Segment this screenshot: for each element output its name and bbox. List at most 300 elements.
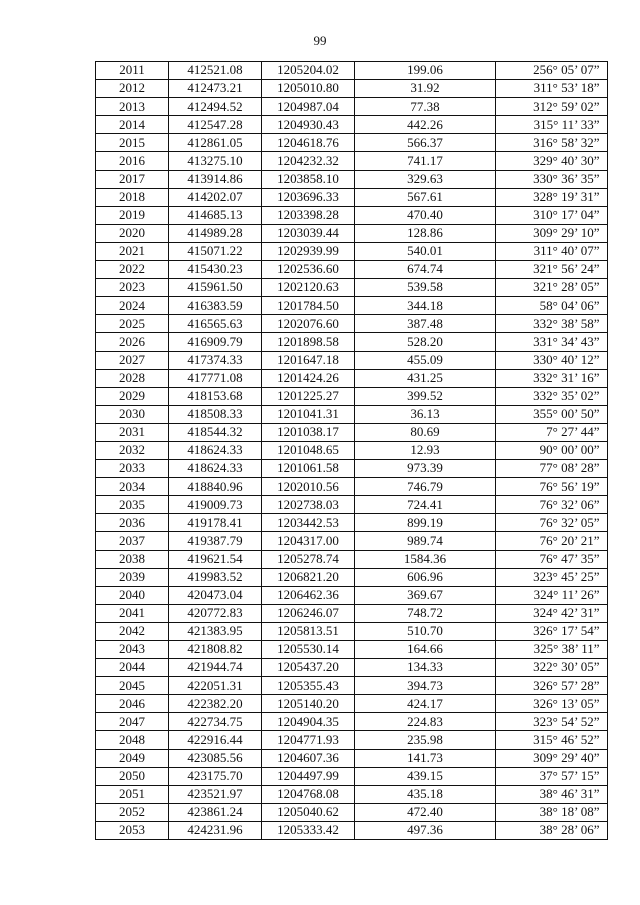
table-row [96, 659, 608, 677]
coordinate-x-cell: 415071.22 [169, 242, 262, 260]
bearing-value: 325° 38’ 11” [533, 641, 600, 657]
coordinate-x-cell: 418508.33 [169, 405, 262, 423]
bearing-value: 311° 53’ 18” [533, 80, 600, 96]
distance-cell: 394.73 [355, 677, 496, 695]
distance-cell: 539.58 [355, 279, 496, 297]
coordinate-y-cell: 1201898.58 [262, 333, 355, 351]
coordinate-x-cell: 419178.41 [169, 514, 262, 532]
bearing-cell [496, 695, 608, 713]
table-row [96, 785, 608, 803]
coordinate-x-cell: 412547.28 [169, 116, 262, 134]
table-row [96, 604, 608, 622]
bearing-cell [496, 369, 608, 387]
coordinate-x-cell: 420473.04 [169, 586, 262, 604]
distance-cell: 128.86 [355, 224, 496, 242]
table-row [96, 351, 608, 369]
bearing-value: 321° 28’ 05” [533, 279, 600, 295]
bearing-value: 329° 40’ 30” [533, 152, 600, 168]
point-number-cell: 2013 [96, 98, 169, 116]
table-row [96, 514, 608, 532]
table-row [96, 641, 608, 659]
coordinate-y-cell: 1202120.63 [262, 279, 355, 297]
table-row [96, 134, 608, 152]
coordinate-y-cell: 1204607.36 [262, 749, 355, 767]
bearing-cell [496, 242, 608, 260]
coordinate-x-cell: 415961.50 [169, 279, 262, 297]
table-row [96, 297, 608, 315]
coordinate-x-cell: 421383.95 [169, 622, 262, 640]
distance-cell: 674.74 [355, 261, 496, 279]
bearing-cell [496, 568, 608, 586]
table-row [96, 333, 608, 351]
bearing-cell [496, 333, 608, 351]
point-number-cell: 2035 [96, 496, 169, 514]
coordinate-table-body [96, 62, 608, 840]
distance-cell: 567.61 [355, 188, 496, 206]
table-row [96, 224, 608, 242]
table-row [96, 405, 608, 423]
distance-cell: 470.40 [355, 206, 496, 224]
distance-cell: 746.79 [355, 478, 496, 496]
coordinate-x-cell: 418153.68 [169, 387, 262, 405]
coordinate-y-cell: 1205333.42 [262, 821, 355, 839]
coordinate-y-cell: 1203858.10 [262, 170, 355, 188]
distance-cell: 973.39 [355, 460, 496, 478]
coordinate-x-cell: 422051.31 [169, 677, 262, 695]
coordinate-y-cell: 1205437.20 [262, 659, 355, 677]
coordinate-x-cell: 419983.52 [169, 568, 262, 586]
coordinate-x-cell: 422734.75 [169, 713, 262, 731]
bearing-cell [496, 677, 608, 695]
distance-cell: 164.66 [355, 641, 496, 659]
coordinate-y-cell: 1204618.76 [262, 134, 355, 152]
coordinate-y-cell: 1201038.17 [262, 423, 355, 441]
point-number-cell: 2027 [96, 351, 169, 369]
table-row [96, 460, 608, 478]
table-row [96, 98, 608, 116]
bearing-cell [496, 423, 608, 441]
coordinate-x-cell: 422382.20 [169, 695, 262, 713]
distance-cell: 344.18 [355, 297, 496, 315]
bearing-value: 330° 36’ 35” [533, 170, 600, 186]
point-number-cell: 2049 [96, 749, 169, 767]
coordinate-x-cell: 416565.63 [169, 315, 262, 333]
bearing-cell [496, 731, 608, 749]
table-row [96, 261, 608, 279]
coordinate-y-cell: 1203442.53 [262, 514, 355, 532]
distance-cell: 540.01 [355, 242, 496, 260]
table-row [96, 170, 608, 188]
coordinate-x-cell: 418624.33 [169, 441, 262, 459]
distance-cell: 566.37 [355, 134, 496, 152]
point-number-cell: 2047 [96, 713, 169, 731]
coordinate-y-cell: 1204497.99 [262, 767, 355, 785]
bearing-cell [496, 116, 608, 134]
bearing-cell [496, 134, 608, 152]
table-row [96, 677, 608, 695]
coordinate-x-cell: 413914.86 [169, 170, 262, 188]
bearing-cell [496, 478, 608, 496]
point-number-cell: 2015 [96, 134, 169, 152]
coordinate-x-cell: 414202.07 [169, 188, 262, 206]
bearing-value: 90° 00’ 00” [539, 442, 600, 458]
table-row [96, 695, 608, 713]
distance-cell: 472.40 [355, 803, 496, 821]
coordinate-x-cell: 417771.08 [169, 369, 262, 387]
bearing-value: 38° 46’ 31” [539, 786, 600, 802]
bearing-value: 330° 40’ 12” [533, 351, 600, 367]
point-number-cell: 2044 [96, 659, 169, 677]
table-row [96, 586, 608, 604]
coordinate-x-cell: 412861.05 [169, 134, 262, 152]
coordinate-y-cell: 1202536.60 [262, 261, 355, 279]
coordinate-x-cell: 412521.08 [169, 62, 262, 80]
coordinate-x-cell: 414989.28 [169, 224, 262, 242]
bearing-cell [496, 279, 608, 297]
table-row [96, 550, 608, 568]
coordinate-y-cell: 1204771.93 [262, 731, 355, 749]
distance-cell: 141.73 [355, 749, 496, 767]
bearing-value: 315° 46’ 52” [533, 731, 600, 747]
point-number-cell: 2018 [96, 188, 169, 206]
distance-cell: 606.96 [355, 568, 496, 586]
coordinate-y-cell: 1203696.33 [262, 188, 355, 206]
point-number-cell: 2011 [96, 62, 169, 80]
coordinate-x-cell: 419621.54 [169, 550, 262, 568]
bearing-value: 332° 31’ 16” [533, 369, 600, 385]
table-row [96, 62, 608, 80]
point-number-cell: 2020 [96, 224, 169, 242]
bearing-cell [496, 351, 608, 369]
point-number-cell: 2031 [96, 423, 169, 441]
table-row [96, 242, 608, 260]
coordinate-table [95, 61, 608, 840]
point-number-cell: 2042 [96, 622, 169, 640]
point-number-cell: 2045 [96, 677, 169, 695]
bearing-value: 312° 59’ 02” [533, 98, 600, 114]
table-row [96, 152, 608, 170]
coordinate-y-cell: 1205010.80 [262, 80, 355, 98]
bearing-cell [496, 460, 608, 478]
bearing-cell [496, 496, 608, 514]
coordinate-x-cell: 423175.70 [169, 767, 262, 785]
distance-cell: 12.93 [355, 441, 496, 459]
bearing-value: 316° 58’ 32” [533, 134, 600, 150]
bearing-cell [496, 659, 608, 677]
coordinate-y-cell: 1202010.56 [262, 478, 355, 496]
table-row [96, 532, 608, 550]
distance-cell: 510.70 [355, 622, 496, 640]
bearing-cell [496, 441, 608, 459]
table-row [96, 568, 608, 586]
point-number-cell: 2025 [96, 315, 169, 333]
bearing-value: 331° 34’ 43” [533, 333, 600, 349]
distance-cell: 724.41 [355, 496, 496, 514]
bearing-cell [496, 749, 608, 767]
distance-cell: 369.67 [355, 586, 496, 604]
point-number-cell: 2038 [96, 550, 169, 568]
distance-cell: 741.17 [355, 152, 496, 170]
bearing-value: 310° 17’ 04” [533, 207, 600, 223]
point-number-cell: 2016 [96, 152, 169, 170]
bearing-cell [496, 550, 608, 568]
table-row [96, 803, 608, 821]
bearing-cell [496, 641, 608, 659]
coordinate-y-cell: 1202738.03 [262, 496, 355, 514]
coordinate-y-cell: 1205204.02 [262, 62, 355, 80]
bearing-cell [496, 315, 608, 333]
table-row [96, 206, 608, 224]
bearing-value: 58° 04’ 06” [539, 297, 600, 313]
distance-cell: 435.18 [355, 785, 496, 803]
distance-cell: 235.98 [355, 731, 496, 749]
bearing-cell [496, 803, 608, 821]
coordinate-x-cell: 421944.74 [169, 659, 262, 677]
point-number-cell: 2019 [96, 206, 169, 224]
table-row [96, 423, 608, 441]
coordinate-x-cell: 419009.73 [169, 496, 262, 514]
point-number-cell: 2043 [96, 641, 169, 659]
coordinate-y-cell: 1206246.07 [262, 604, 355, 622]
coordinate-x-cell: 419387.79 [169, 532, 262, 550]
distance-cell: 399.52 [355, 387, 496, 405]
point-number-cell: 2052 [96, 803, 169, 821]
point-number-cell: 2026 [96, 333, 169, 351]
coordinate-y-cell: 1205355.43 [262, 677, 355, 695]
bearing-cell [496, 62, 608, 80]
bearing-value: 332° 35’ 02” [533, 388, 600, 404]
coordinate-y-cell: 1201784.50 [262, 297, 355, 315]
coordinate-y-cell: 1202939.99 [262, 242, 355, 260]
bearing-value: 324° 11’ 26” [533, 587, 600, 603]
coordinate-y-cell: 1202076.60 [262, 315, 355, 333]
distance-cell: 387.48 [355, 315, 496, 333]
bearing-value: 323° 45’ 25” [533, 568, 600, 584]
coordinate-y-cell: 1201647.18 [262, 351, 355, 369]
coordinate-y-cell: 1206462.36 [262, 586, 355, 604]
coordinate-y-cell: 1205140.20 [262, 695, 355, 713]
bearing-cell [496, 80, 608, 98]
bearing-value: 76° 20’ 21” [539, 532, 600, 548]
coordinate-y-cell: 1204232.32 [262, 152, 355, 170]
bearing-cell [496, 821, 608, 839]
point-number-cell: 2024 [96, 297, 169, 315]
bearing-value: 332° 38’ 58” [533, 315, 600, 331]
coordinate-y-cell: 1206821.20 [262, 568, 355, 586]
page-number: 99 [313, 33, 327, 48]
table-row [96, 80, 608, 98]
bearing-cell [496, 405, 608, 423]
table-row [96, 441, 608, 459]
distance-cell: 431.25 [355, 369, 496, 387]
bearing-value: 309° 29’ 10” [533, 225, 600, 241]
table-row [96, 315, 608, 333]
point-number-cell: 2030 [96, 405, 169, 423]
distance-cell: 31.92 [355, 80, 496, 98]
point-number-cell: 2034 [96, 478, 169, 496]
distance-cell: 199.06 [355, 62, 496, 80]
bearing-cell [496, 514, 608, 532]
bearing-value: 328° 19’ 31” [533, 189, 600, 204]
bearing-value: 37° 57’ 15” [539, 768, 600, 783]
coordinate-y-cell: 1201048.65 [262, 441, 355, 459]
bearing-value: 7° 27’ 44” [546, 424, 600, 440]
distance-cell: 77.38 [355, 98, 496, 116]
bearing-value: 315° 11’ 33” [533, 116, 600, 132]
point-number-cell: 2021 [96, 242, 169, 260]
bearing-cell [496, 152, 608, 170]
coordinate-y-cell: 1205530.14 [262, 641, 355, 659]
bearing-cell [496, 532, 608, 550]
table-row [96, 279, 608, 297]
bearing-value: 76° 56’ 19” [539, 478, 600, 494]
coordinate-y-cell: 1204987.04 [262, 98, 355, 116]
coordinate-y-cell: 1205040.62 [262, 803, 355, 821]
point-number-cell: 2039 [96, 568, 169, 586]
coordinate-x-cell: 413275.10 [169, 152, 262, 170]
table-row [96, 622, 608, 640]
bearing-value: 324° 42’ 31” [533, 605, 600, 621]
coordinate-x-cell: 421808.82 [169, 641, 262, 659]
distance-cell: 36.13 [355, 405, 496, 423]
point-number-cell: 2046 [96, 695, 169, 713]
point-number-cell: 2028 [96, 369, 169, 387]
table-row [96, 821, 608, 839]
coordinate-y-cell: 1204317.00 [262, 532, 355, 550]
distance-cell: 439.15 [355, 767, 496, 785]
point-number-cell: 2041 [96, 604, 169, 622]
point-number-cell: 2022 [96, 261, 169, 279]
table-row [96, 116, 608, 134]
bearing-cell [496, 586, 608, 604]
point-number-cell: 2032 [96, 441, 169, 459]
coordinate-x-cell: 423861.24 [169, 803, 262, 821]
coordinate-y-cell: 1201061.58 [262, 460, 355, 478]
point-number-cell: 2040 [96, 586, 169, 604]
distance-cell: 989.74 [355, 532, 496, 550]
distance-cell: 442.26 [355, 116, 496, 134]
bearing-cell [496, 206, 608, 224]
coordinate-x-cell: 412494.52 [169, 98, 262, 116]
bearing-value: 321° 56’ 24” [533, 261, 600, 277]
bearing-cell [496, 98, 608, 116]
bearing-value: 355° 00’ 50” [533, 406, 600, 422]
table-row [96, 496, 608, 514]
coordinate-y-cell: 1203039.44 [262, 224, 355, 242]
coordinate-x-cell: 418544.32 [169, 423, 262, 441]
distance-cell: 899.19 [355, 514, 496, 532]
coordinate-x-cell: 422916.44 [169, 731, 262, 749]
distance-cell: 424.17 [355, 695, 496, 713]
table-row [96, 767, 608, 785]
coordinate-y-cell: 1205278.74 [262, 550, 355, 568]
bearing-value: 256° 05’ 07” [533, 62, 600, 78]
coordinate-y-cell: 1201041.31 [262, 405, 355, 423]
bearing-cell [496, 713, 608, 731]
point-number-cell: 2033 [96, 460, 169, 478]
bearing-cell [496, 785, 608, 803]
coordinate-x-cell: 418840.96 [169, 478, 262, 496]
distance-cell: 224.83 [355, 713, 496, 731]
coordinate-x-cell: 415430.23 [169, 261, 262, 279]
coordinate-x-cell: 416383.59 [169, 297, 262, 315]
coordinate-x-cell: 423521.97 [169, 785, 262, 803]
distance-cell: 528.20 [355, 333, 496, 351]
bearing-cell [496, 170, 608, 188]
coordinate-y-cell: 1204930.43 [262, 116, 355, 134]
distance-cell: 1584.36 [355, 550, 496, 568]
coordinate-y-cell: 1205813.51 [262, 622, 355, 640]
point-number-cell: 2012 [96, 80, 169, 98]
bearing-value: 326° 13’ 05” [533, 695, 600, 711]
coordinate-x-cell: 417374.33 [169, 351, 262, 369]
coordinate-x-cell: 416909.79 [169, 333, 262, 351]
point-number-cell: 2017 [96, 170, 169, 188]
bearing-cell [496, 604, 608, 622]
coordinate-x-cell: 420772.83 [169, 604, 262, 622]
bearing-value: 76° 32’ 06” [539, 496, 600, 512]
bearing-cell [496, 622, 608, 640]
distance-cell: 134.33 [355, 659, 496, 677]
table-row [96, 713, 608, 731]
bearing-cell [496, 261, 608, 279]
point-number-cell: 2023 [96, 279, 169, 297]
table-row [96, 478, 608, 496]
bearing-value: 77° 08’ 28” [539, 460, 600, 476]
bearing-value: 38° 18’ 08” [539, 804, 600, 820]
point-number-cell: 2053 [96, 821, 169, 839]
distance-cell: 497.36 [355, 821, 496, 839]
point-number-cell: 2048 [96, 731, 169, 749]
table-row [96, 749, 608, 767]
coordinate-y-cell: 1204768.08 [262, 785, 355, 803]
point-number-cell: 2029 [96, 387, 169, 405]
coordinate-x-cell: 412473.21 [169, 80, 262, 98]
table-row [96, 387, 608, 405]
distance-cell: 329.63 [355, 170, 496, 188]
bearing-value: 323° 54’ 52” [533, 713, 600, 729]
bearing-cell [496, 188, 608, 206]
bearing-value: 38° 28’ 06” [539, 822, 600, 838]
bearing-value: 326° 57’ 28” [533, 677, 600, 693]
bearing-value: 309° 29’ 40” [533, 749, 600, 765]
bearing-cell [496, 224, 608, 242]
distance-cell: 748.72 [355, 604, 496, 622]
bearing-cell [496, 767, 608, 785]
coordinate-x-cell: 418624.33 [169, 460, 262, 478]
table-row [96, 188, 608, 206]
table-row [96, 731, 608, 749]
coordinate-y-cell: 1201424.26 [262, 369, 355, 387]
coordinate-x-cell: 424231.96 [169, 821, 262, 839]
bearing-value: 322° 30’ 05” [533, 659, 600, 675]
bearing-value: 326° 17’ 54” [533, 623, 600, 639]
bearing-value: 311° 40’ 07” [533, 243, 600, 259]
point-number-cell: 2050 [96, 767, 169, 785]
point-number-cell: 2051 [96, 785, 169, 803]
coordinate-y-cell: 1204904.35 [262, 713, 355, 731]
table-row [96, 369, 608, 387]
bearing-value: 76° 32’ 05” [539, 514, 600, 530]
coordinate-y-cell: 1203398.28 [262, 206, 355, 224]
coordinate-x-cell: 414685.13 [169, 206, 262, 224]
bearing-cell [496, 387, 608, 405]
point-number-cell: 2036 [96, 514, 169, 532]
distance-cell: 80.69 [355, 423, 496, 441]
coordinate-x-cell: 423085.56 [169, 749, 262, 767]
point-number-cell: 2014 [96, 116, 169, 134]
coordinate-y-cell: 1201225.27 [262, 387, 355, 405]
